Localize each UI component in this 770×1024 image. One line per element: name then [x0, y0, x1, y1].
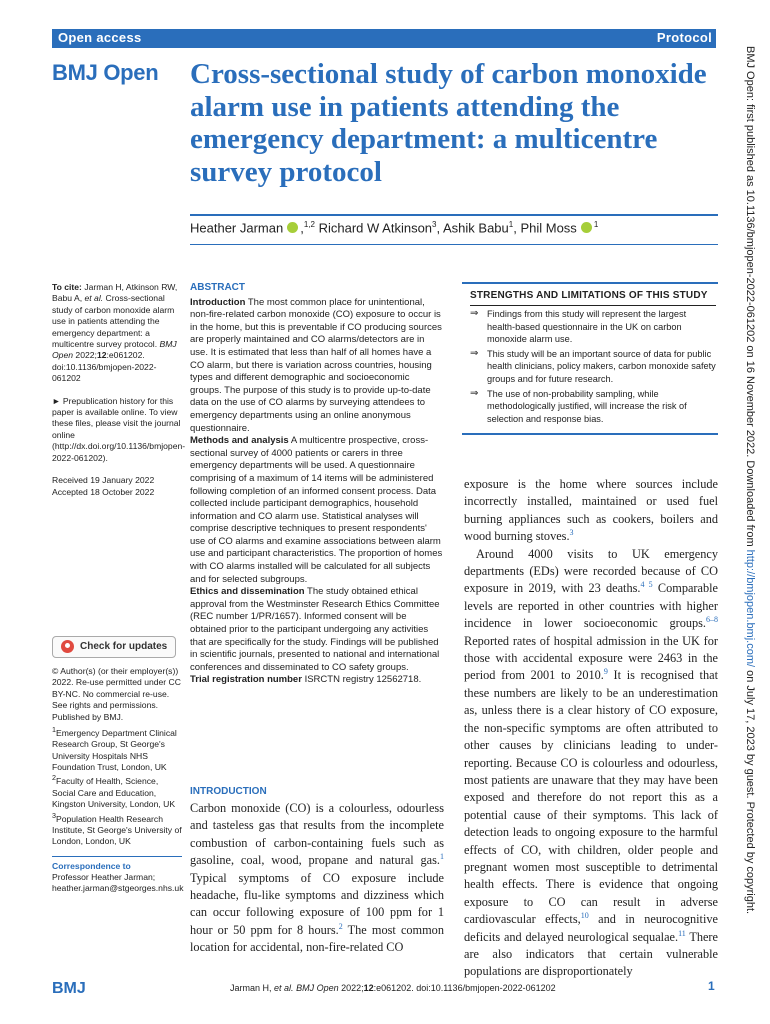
- body-text-right: exposure is the home where sources include incorrectly installed, maintained or used fuel burning appliances such as cookers, boilers and wood burning stoves.$^3$ Around 4000 visits to UK emergency departments (EDs) were recorded because of CO exposure in 2019, with 23 deaths.$^{4 5}$ Comparable levels are reported in other countries with higher incidence in lower socioeconomic groups.$^{6-8}$ Reported rates of hospital admission in the UK for those with accidental exposure were 2463 in the period from 2001 to 2010.$^9$ It is recognised that these numbers are likely to be an underestimation as, unless there is a clear history of CO exposure, the non-specific symptoms are often attributed to other causes by clinicians leading to under-reporting. Because CO is colourless and odourless, most patients are unaware that they may have been exposed and therefore do not report this as a potential cause of their symptoms. This lack of detection leads to ongoing exposure to the harmful effects of CO, with children, older people and pregnant women most susceptible to detrimental health effects. There is evidence that ongoing exposure to CO can result in adverse cardiovascular effects,$^{10}$ and in neurocognitive deficits and delayed neurological sequalae.$^{11}$ There are also indicators that certain vulnerable populations are disproportionately: [464, 477, 718, 979]
- reference-link[interactable]: 10: [580, 911, 589, 921]
- orcid-icon[interactable]: [287, 222, 298, 233]
- abstract-heading: ABSTRACT: [190, 282, 245, 293]
- author-list: Heather Jarman ,$^{1,2}$ Richard W Atkinson$^3$, Ashik Babu$^1$, Phil Moss $^1$: [190, 220, 599, 236]
- cite-volume: 12: [96, 350, 107, 361]
- reference-link[interactable]: 9: [603, 667, 608, 677]
- strengths-heading-rule: [470, 305, 716, 306]
- reference-link[interactable]: 11: [678, 928, 686, 938]
- abstract-trial: Trial registration number ISRCTN registry 12562718.: [190, 674, 422, 686]
- open-access-label: Open access: [58, 30, 142, 45]
- article-title: Cross-sectional study of carbon monoxide alarm use in patients attending the emergency department: a multicentre survey protocol: [190, 58, 707, 188]
- reference-link[interactable]: 3: [569, 528, 574, 538]
- affiliation-ref: 1: [508, 220, 514, 229]
- journal-site-link[interactable]: http://bmjopen.bmj.com/: [744, 549, 756, 668]
- cite-doi: :e061202. doi:10.1136/bmjopen-2022-061202: [52, 350, 157, 384]
- abstract: [190, 282, 443, 687]
- strength-item: ⇒ This study will be an important source of data for public health clinicians, policy makers, carbon monoxide safety groups and for future research.: [470, 347, 716, 384]
- correspondence-email[interactable]: heather.jarman@stgeorges.nhs.uk: [52, 883, 184, 894]
- footer-bmj-logo: BMJ: [52, 980, 86, 997]
- arrow-icon: ⇒: [470, 347, 479, 359]
- copyright-notice: © Author(s) (or their employer(s)) 2022. Re-use permitted under CC BY-NC. No commercial re-use. See rights and permissions. Published by BMJ.: [52, 665, 181, 722]
- download-note-text: BMJ Open: first published as 10.1136/bmjopen-2022-061202 on 16 November 2022. Downloaded from: [744, 46, 756, 550]
- correspondence-name: Professor Heather Jarman;: [52, 871, 156, 882]
- cite-block: [52, 282, 182, 385]
- abstract-introduction: Introduction The most common place for unintentional, non-fire-related carbon monoxide (CO) exposure to occur is in the home, but this is preventable if CO producing sources are properly maintained and CO alarms/detectors are in use. It is estimated that less than half of all homes have a CO alarm, but there is variation across countries, housing types and different demographic and socioeconomic groups. The purpose of this study is to provide up-to-date data on the use of CO alarms by surveying attendees to emergency departments using an online anonymous questionnaire.: [190, 296, 442, 434]
- cite-etal: et al.: [84, 293, 104, 304]
- check-updates-icon: [61, 640, 74, 653]
- arrow-icon: ⇒: [470, 308, 479, 319]
- strengths-top-rule: [462, 282, 718, 284]
- affiliation-ref: 1: [593, 220, 599, 229]
- top-bar: [52, 29, 716, 48]
- check-updates-label: Check for updates: [80, 641, 168, 653]
- strengths-box: [462, 282, 718, 435]
- reference-link[interactable]: 1: [440, 852, 444, 862]
- affiliation: $^2$Faculty of Health, Science, Social Care and Education, Kingston University, London, UK: [52, 774, 176, 810]
- strength-item: ⇒ Findings from this study will represent the largest health-based questionnaire in the UK on carbon monoxide alarm use.: [470, 308, 687, 345]
- arrow-icon: ⇒: [470, 387, 479, 399]
- bmj-open-logo: BMJ Open: [52, 60, 159, 85]
- affiliation: $^1$Emergency Department Clinical Research Group, St George's University Hospitals NHS Foundation Trust, London, UK: [52, 725, 177, 773]
- abstract-ethics: Ethics and dissemination The study obtained ethical approval from the Westminster Research Ethics Committee (REC number 1/PR/1657). Informed consent will be obtained prior to the participant undergoing any activities that are specifically for the study. Findings will be published in scientific journals, presented to national and international conferences and disseminated to CO safety groups.: [190, 586, 440, 673]
- strengths-heading: STRENGTHS AND LIMITATIONS OF THIS STUDY: [470, 290, 708, 301]
- affiliation: $^3$Population Health Research Institute, St George's University of London, London, UK: [52, 811, 182, 847]
- reference-link[interactable]: 4 5: [640, 580, 653, 590]
- introduction-text: Carbon monoxide (CO) is a colourless, odourless and tasteless gas that results from the incomplete combustion of carbon-containing fuels such as gasoline, coal, wood, propane and natural gas.$^1$ Typical symptoms of CO exposure include headache, flu-like symptoms and dizziness which can occur following exposure of 100 ppm for 1 hour or 50 ppm for 8 hours.$^2$ The most common location for accidental, non-fire-related CO: [190, 801, 444, 955]
- strengths-bottom-rule: [462, 433, 718, 435]
- cite-journal: BMJ Open: [52, 339, 177, 361]
- page-number: 1: [708, 979, 715, 993]
- abstract-methods: Methods and analysis A multicentre prospective, cross-sectional survey of 4000 patients or carers in three emergency departments will be used. A questionnaire comprising of a maximum of 14 items will be administered following completion of an informed consent process. Data collected include participant demographics, household information and CO alarm use. Statistical analyses will comprise descriptive techniques to present respondents' use of CO alarms and examine associations between alarm use and participant characteristics. The proportion of homes with CO alarms installed will be calculated for all subjects and for selected subgroups.: [190, 435, 443, 585]
- title-divider: [190, 214, 718, 216]
- strength-item: ⇒ The use of non-probability sampling, while methodologically justified, will increase the risk of selection and response bias.: [470, 387, 687, 424]
- affiliation-ref: 1,2: [303, 220, 315, 229]
- affiliation-ref: 3: [432, 220, 437, 229]
- received-date: Received 19 January 2022: [52, 475, 155, 486]
- prepublication-note[interactable]: ► Prepublication history for this paper is available online. To view these files, please visit the journal online (http://dx.doi.org/10.1136/bmjopen-2022-061202).: [52, 395, 186, 463]
- download-note-text: on July 17, 2023 by guest. Protected by copyright.: [744, 667, 756, 915]
- cite-text: Jarman H, Atkinson RW, Babu A,: [52, 282, 178, 304]
- author-name[interactable]: Ashik Babu: [443, 220, 509, 236]
- authors-divider: [190, 244, 718, 245]
- author-name[interactable]: Heather Jarman: [190, 220, 284, 236]
- vertical-download-note: [738, 46, 758, 976]
- author-name[interactable]: Richard W Atkinson: [318, 220, 433, 236]
- reference-link[interactable]: 6–8: [706, 615, 718, 625]
- sidebar: [52, 282, 186, 895]
- cite-label: To cite:: [52, 282, 82, 292]
- reference-link[interactable]: 2: [338, 921, 343, 931]
- accepted-date: Accepted 18 October 2022: [52, 486, 155, 497]
- check-for-updates-button[interactable]: [52, 636, 176, 658]
- article-type-label: Protocol: [656, 30, 712, 45]
- cite-text: Cross-sectional study of carbon monoxide alarm use in patients attending the emergency department: a multicentre survey protocol.: [52, 293, 175, 350]
- correspondence-heading: Correspondence to: [52, 860, 131, 871]
- cite-year: 2022;: [75, 350, 97, 361]
- introduction-heading: INTRODUCTION: [190, 786, 267, 797]
- footer-citation: Jarman H, et al. BMJ Open 2022;12:e061202. doi:10.1136/bmjopen-2022-061202: [230, 983, 556, 993]
- orcid-icon[interactable]: [581, 222, 592, 233]
- author-name[interactable]: Phil Moss: [520, 220, 577, 236]
